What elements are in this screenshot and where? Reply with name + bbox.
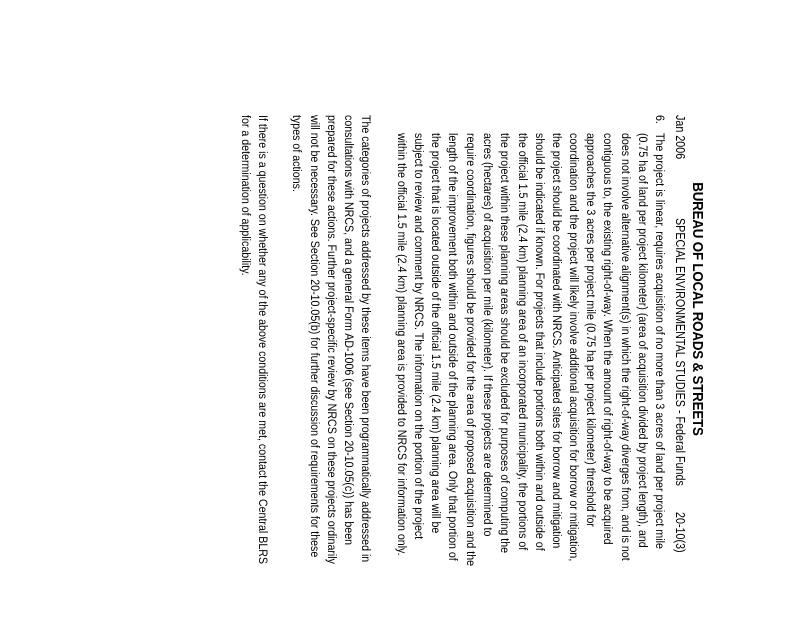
list-item-line: the project within these planning areas should be excluded for purposes of computing the — [498, 133, 512, 554]
header-section-title: SPECIAL ENVIRONMENTAL STUDIES - Federal Funds — [673, 218, 687, 486]
list-item-line: the project should be coordinated with NRCS. Anticipated sites for borrow and mitigation — [550, 133, 564, 549]
list-item-line: contiguous to, the existing right-of-way. When the amount of right-of-way to be acquired — [601, 133, 615, 545]
list-item-line: the project that is located outside of the official 1.5 mile (2.4 km) planning area will be — [429, 133, 443, 534]
paragraph-line: consultations with NRCS, and a general Form AD-1006 (see Section 20-10.05(c)) has been — [342, 115, 356, 546]
paragraph-line: types of actions. — [290, 115, 304, 192]
document-title: BUREAU OF LOCAL ROADS & STREETS — [689, 182, 705, 436]
list-item-line: coordination and the project will likely involve additional acquisition for borrow or mitigation, — [567, 133, 581, 562]
paragraph-line: prepared for these actions. Further project-specific review by NRCS on these projects ordinarily — [325, 115, 339, 564]
list-item-line: should be indicated if known. For projects that include portions both within and outside of — [533, 133, 547, 551]
list-item-line: the official 1.5 mile (2.4 km) planning area of an incorporated municipality, the portions of — [516, 133, 530, 551]
paragraph-line: will not be necessary. See Section 20-10.05(b) for further discussion of requirements for these — [308, 115, 322, 558]
list-item-line: (0.75 ha of land per project kilometer) (area of acquisition divided by project length), and — [636, 133, 650, 548]
list-item-line: acres (hectares) of acquisition per mile (kilometer). If these projects are determined to — [481, 133, 495, 537]
list-item-line: does not involve alternative alignment(s) in which the right-of-way diverges from, and is not — [619, 133, 633, 561]
list-item-line: The project is linear, requires acquisition of no more than 3 acres of land per project mile — [653, 133, 667, 549]
header-page-number: 20-10(3) — [673, 512, 687, 553]
paragraph-line: for a determination of applicability. — [239, 115, 253, 276]
list-item-line: subject to review and comment by NRCS. The information on the portion of the project — [412, 133, 426, 540]
list-item-line: approaches the 3 acres per project mile (0.75 ha per project kilometer) threshold for — [584, 133, 598, 527]
list-item-number: 6. — [653, 115, 667, 124]
paragraph-line: The categories of projects addressed by these items have been programmatically addressed in — [359, 115, 373, 563]
list-item-line: within the official 1.5 mile (2.4 km) planning area is provided to NRCS for information only. — [395, 133, 409, 556]
list-item-line: length of the improvement both within and outside of the planning area. Only that portion of — [446, 133, 460, 561]
paragraph-line: If there is a question on whether any of the above conditions are met, contact the Central BLRS — [256, 115, 270, 565]
list-item-line: require coordination, figures should be provided for the area of proposed acquisition and the — [464, 133, 478, 567]
header-date: Jan 2006 — [673, 115, 687, 160]
